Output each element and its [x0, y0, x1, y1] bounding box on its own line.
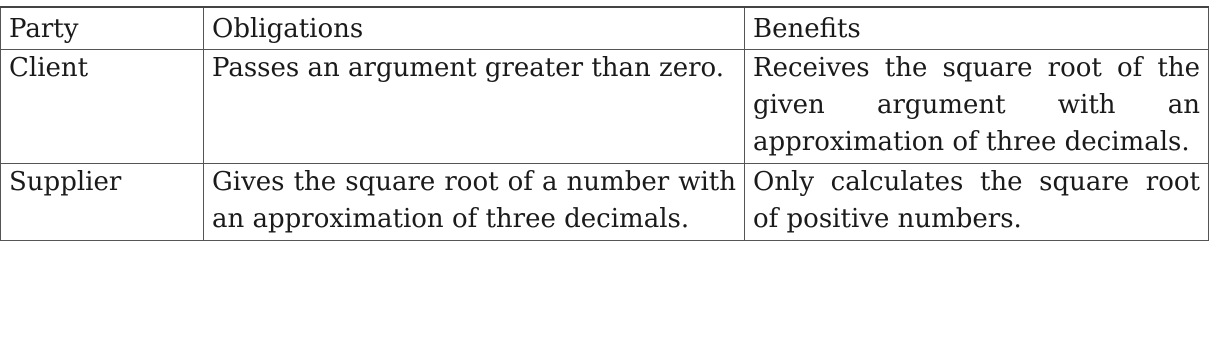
cell-obligations-supplier: Gives the square root of a number with an approximation of three decimals.: [204, 164, 745, 241]
cell-obligations-client: Passes an argument greater than zero.: [204, 50, 745, 164]
contract-table: [0, 6, 1209, 241]
cell-party-supplier: Supplier: [1, 164, 204, 241]
cell-party-client: Client: [1, 50, 204, 164]
table-row-client: [1, 50, 1209, 164]
header-benefits: Benefits: [745, 7, 1209, 50]
header-obligations: Obligations: [204, 7, 745, 50]
table-row-supplier: [1, 164, 1209, 241]
table-header-row: [1, 7, 1209, 50]
cell-benefits-client: Receives the square root of the given argument with an approximation of three decimals.: [745, 50, 1209, 164]
cell-benefits-supplier: Only calculates the square root of positive numbers.: [745, 164, 1209, 241]
header-party: Party: [1, 7, 204, 50]
